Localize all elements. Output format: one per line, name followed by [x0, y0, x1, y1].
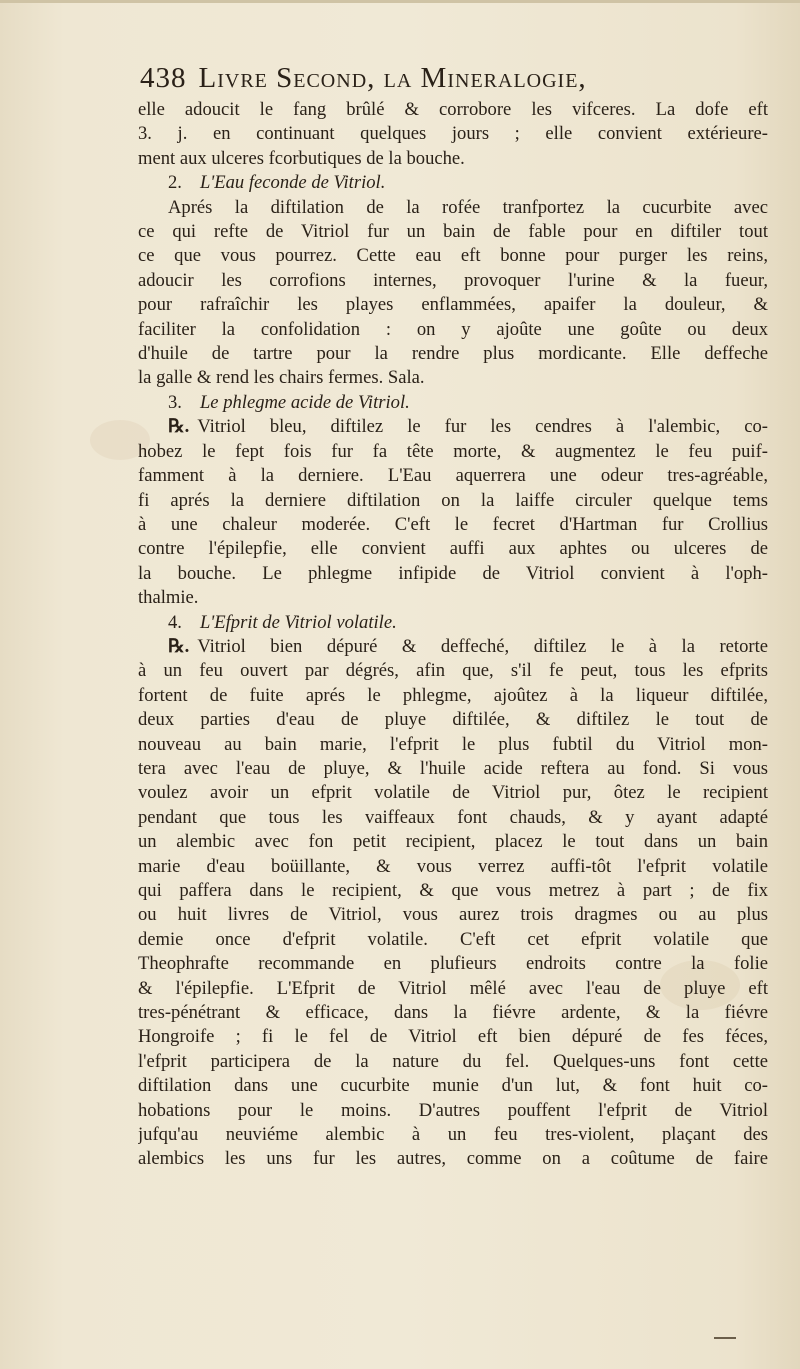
- running-head-title: Livre Second, la Mineralogie,: [198, 62, 587, 94]
- recipe-symbol: ℞.: [168, 416, 190, 438]
- text-line: deux parties d'eau de pluye diftilée, & diftilez le tout de: [138, 709, 768, 731]
- text-line: ou huit livres de Vitriol, vous aurez trois dragmes ou au plus: [138, 904, 768, 926]
- text-line: pendant que tous les vaiffeaux font chauds, & y ayant adapté: [138, 806, 768, 828]
- text-line: à un feu ouvert par dégrés, afin que, s'il fe peut, tous les efprits: [138, 660, 768, 682]
- recipe-symbol: ℞.: [168, 635, 190, 657]
- text-line: un alembic avec fon petit recipient, placez le tout dans un bain: [138, 831, 768, 853]
- text-block: [138, 58, 768, 1172]
- text-line: ment aux ulceres fcorbutiques de la bouche.: [138, 147, 465, 169]
- text-line: diftilation dans une cucurbite munie d'un lut, & font huit co-: [138, 1075, 768, 1097]
- section-title: L'Efprit de Vitriol volatile.: [199, 611, 397, 633]
- text-line: elle adoucit le fang brûlé & corrobore les vifceres. La dofe eft: [138, 99, 768, 120]
- section-title: L'Eau feconde de Vitriol.: [199, 172, 386, 194]
- text-line: [138, 635, 768, 659]
- text-line: jufqu'au neuviéme alembic à un feu tres-violent, plaçant des: [138, 1124, 768, 1146]
- text-line: faciliter la confolidation : on y ajoûte une goûte ou deux: [138, 318, 768, 340]
- text-line: Aprés la diftilation de la rofée tranfportez la cucurbite avec: [168, 196, 768, 218]
- text-line: tres-pénétrant & efficace, dans la fiévre ardente, & la fiévre: [138, 1002, 768, 1024]
- text-line: d'huile de tartre pour la rendre plus mordicante. Elle deffeche: [138, 343, 768, 365]
- text-line: pour rafraîchir les playes enflammées, apaifer la douleur, &: [138, 294, 768, 316]
- section-heading: [138, 611, 768, 635]
- text-line: voulez avoir un efprit volatile de Vitriol pur, ôtez le recipient: [138, 782, 768, 804]
- text-line: & l'épilepfie. L'Efprit de Vitriol mêlé avec l'eau de pluye eft: [138, 977, 768, 999]
- section-heading: [138, 391, 768, 415]
- text-line: fi aprés la derniere diftilation on la laiffe circuler quelque tems: [138, 489, 768, 511]
- text-line: la bouche. Le phlegme infipide de Vitriol convient à l'oph-: [138, 562, 768, 584]
- text-line: thalmie.: [138, 587, 199, 609]
- text-line: hobez le fept fois fur fa tête morte, & augmentez le feu puif-: [138, 440, 768, 462]
- text-line: hobations pour le moins. D'autres pouffent l'efprit de Vitriol: [138, 1099, 768, 1121]
- text-line: l'efprit participera de la nature du fel. Quelques-uns font cette: [138, 1050, 768, 1072]
- text-line: Hongroife ; fi le fel de Vitriol eft bien dépuré de fes féces,: [138, 1026, 768, 1048]
- text-line: famment à la derniere. L'Eau aquerrera une odeur tres-agréable,: [138, 465, 768, 487]
- text-line: contre l'épilepfie, elle convient auffi aux aphtes ou ulceres de: [138, 538, 768, 560]
- section-number: 4.: [168, 611, 182, 633]
- text-line-content: Vitriol bien dépuré & deffeché, diftilez le à la retorte: [197, 635, 768, 657]
- catchword-mark: [714, 1337, 736, 1339]
- section-title: Le phlegme acide de Vitriol.: [199, 391, 410, 413]
- text-line: 3. j. en continuant quelques jours ; elle convient extérieure-: [138, 123, 768, 145]
- text-line: fortent de fuite aprés le phlegme, ajoûtez à la liqueur diftilée,: [138, 684, 768, 706]
- text-line: la galle & rend les chairs fermes. Sala.: [138, 367, 425, 389]
- text-line: ce qui refte de Vitriol fur un bain de fable pour en diftiler tout: [138, 221, 768, 243]
- text-line: demie once d'efprit volatile. C'eft cet efprit volatile que: [138, 928, 768, 950]
- text-line: marie d'eau boüillante, & vous verrez auffi-tôt l'efprit volatile: [138, 855, 768, 877]
- text-line: adoucir les corrofions internes, provoquer l'urine & la fueur,: [138, 269, 768, 291]
- running-head: [140, 58, 768, 98]
- text-line-content: Vitriol bleu, diftilez le fur les cendres à l'alembic, co-: [197, 416, 768, 438]
- section-number: 3.: [168, 391, 182, 413]
- text-line: nouveau au bain marie, l'efprit le plus fubtil du Vitriol mon-: [138, 733, 768, 755]
- text-line: ce que vous pourrez. Cette eau eft bonne pour purger les reins,: [138, 245, 768, 267]
- text-line: qui paffera dans le recipient, & que vous metrez à part ; de fix: [138, 880, 768, 901]
- text-line: tera avec l'eau de pluye, & l'huile acide reftera au fond. Si vous: [138, 757, 768, 779]
- text-line: à une chaleur moderée. C'eft le fecret d'Hartman fur Crollius: [138, 513, 768, 535]
- text-line: alembics les uns fur les autres, comme on a coûtume de faire: [138, 1148, 768, 1170]
- section-number: 2.: [168, 172, 182, 194]
- section-heading: [138, 171, 768, 195]
- page-number: 438: [140, 62, 187, 94]
- text-line: Theophrafte recommande en plufieurs endroits contre la folie: [138, 953, 768, 975]
- text-line: [138, 415, 768, 439]
